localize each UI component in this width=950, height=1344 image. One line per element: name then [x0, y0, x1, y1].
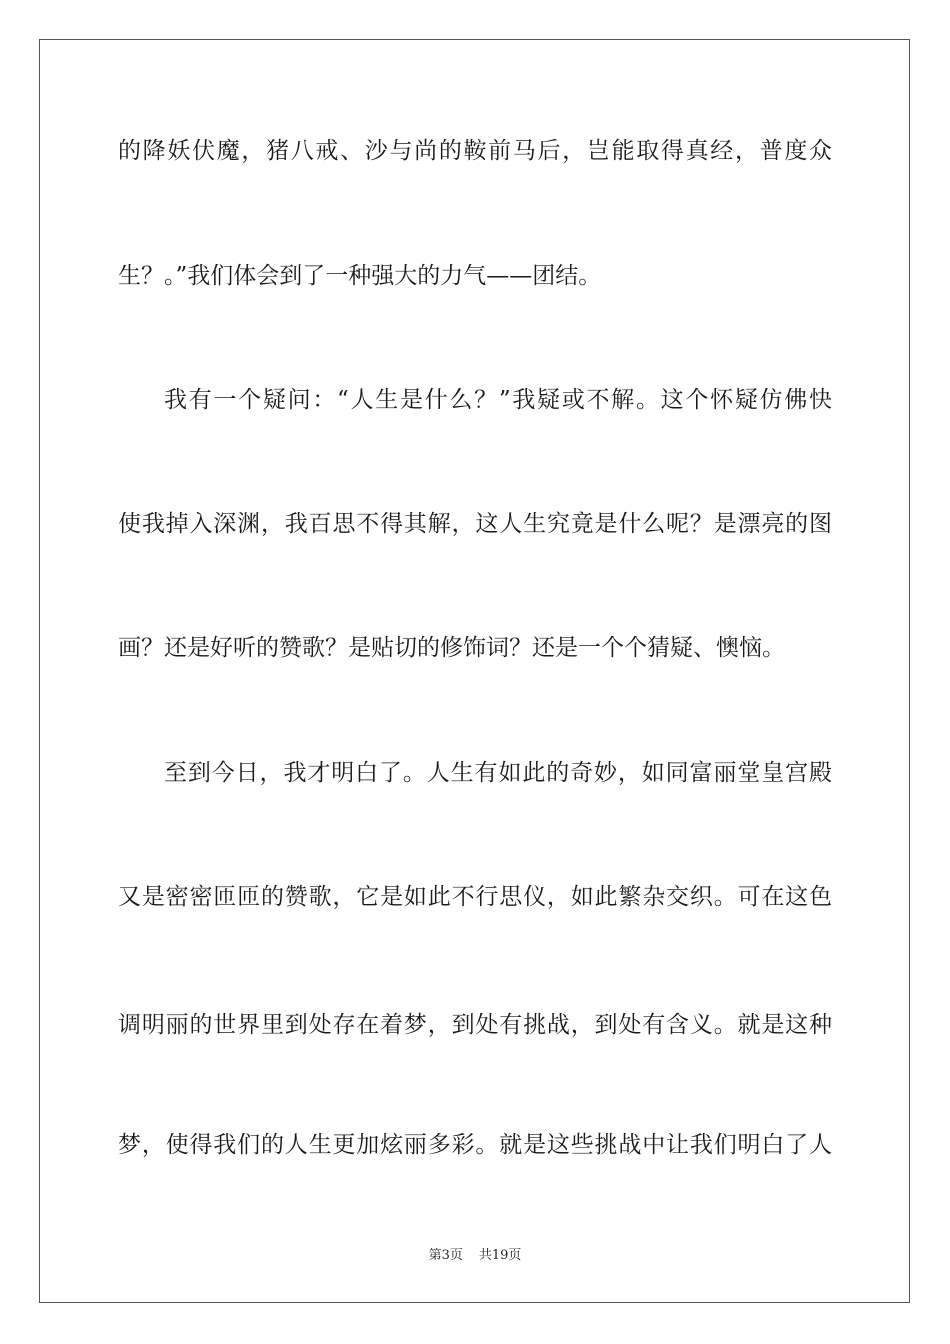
text-line-5: 画？还是好听的赞歌？是贴切的修饰词？还是一个个猜疑、懊恼。 — [118, 635, 785, 661]
text-line-8: 调明丽的世界里到处存在着梦，到处有挑战，到处有含义。就是这种 — [118, 1012, 832, 1038]
page-border — [39, 39, 910, 1303]
page-number: 第3页 — [428, 1248, 463, 1263]
text-line-3: 我有一个疑问：“人生是什么？”我疑或不解。这个怀疑仿佛快 — [164, 387, 832, 413]
text-line-1: 的降妖伏魔，猪八戒、沙与尚的鞍前马后，岂能取得真经，普度众 — [118, 138, 832, 164]
page-footer — [0, 1248, 950, 1264]
text-line-4: 使我掉入深渊，我百思不得其解，这人生究竟是什么呢？是漂亮的图 — [118, 511, 832, 537]
text-line-9: 梦，使得我们的人生更加炫丽多彩。就是这些挑战中让我们明白了人 — [118, 1132, 832, 1158]
text-line-6: 至到今日，我才明白了。人生有如此的奇妙，如同富丽堂皇宫殿 — [164, 760, 832, 786]
text-line-2: 生？。”我们体会到了一种强大的力气——团结。 — [118, 263, 602, 289]
text-line-7: 又是密密匝匝的赞歌，它是如此不行思仪，如此繁杂交织。可在这色 — [118, 884, 832, 910]
total-pages: 共19页 — [478, 1248, 522, 1263]
